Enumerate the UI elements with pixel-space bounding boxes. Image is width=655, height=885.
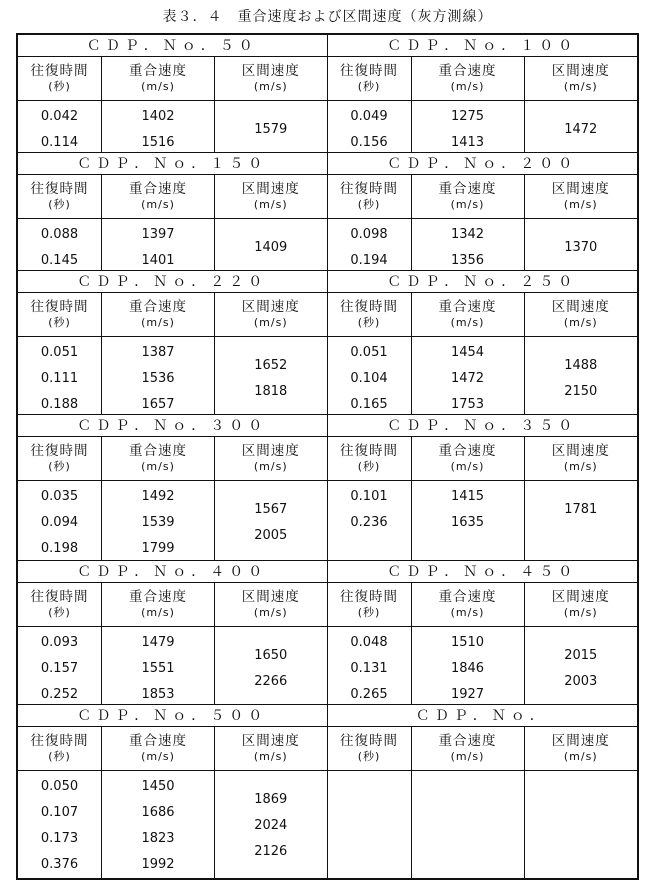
interval-velocity-header-unit: (m/s) (563, 197, 598, 211)
cdp-block-100 (328, 35, 638, 153)
time-header-label: 往復時間 (340, 442, 398, 459)
interval-velocity-value: 1409 (254, 240, 288, 255)
data-body (18, 337, 327, 415)
stack-velocity-value: 1657 (141, 397, 175, 412)
stack-velocity-value: 1551 (141, 661, 175, 676)
stack-velocity-header-label: 重合速度 (129, 298, 187, 315)
interval-velocity-header-label: 区間速度 (241, 732, 300, 749)
stack-velocity-column (412, 337, 525, 415)
interval-velocity-value: 1869 (254, 792, 288, 807)
stack-velocity-value: 1539 (141, 515, 175, 530)
stack-velocity-header-unit: (m/s) (450, 605, 485, 619)
time-value: 0.194 (350, 253, 388, 268)
interval-velocity-value: 1781 (564, 502, 598, 517)
stack-velocity-column (412, 771, 525, 878)
time-value: 0.265 (350, 687, 388, 702)
interval-velocity-header-label: 区間速度 (551, 732, 610, 749)
data-body (18, 219, 327, 271)
time-header (328, 727, 412, 770)
interval-velocity-header-unit: (m/s) (253, 605, 288, 619)
stack-velocity-value: 1342 (450, 227, 485, 242)
column-header-row (18, 437, 327, 481)
interval-velocity-header-label: 区間速度 (241, 442, 300, 459)
stack-velocity-column (412, 481, 525, 561)
time-header-label: 往復時間 (340, 298, 398, 315)
column-header-row (328, 583, 638, 627)
cdp-label: ＣＤＰ．Ｎｏ．２２０ (18, 271, 327, 293)
stack-velocity-column (102, 771, 215, 878)
time-header-unit: (秒) (357, 197, 381, 211)
stack-velocity-header-unit: (m/s) (141, 605, 175, 619)
column-header-row (328, 437, 638, 481)
time-value: 0.156 (350, 135, 388, 150)
time-header-unit: (秒) (48, 197, 71, 211)
interval-velocity-value: 2005 (254, 528, 288, 543)
interval-velocity-value: 2015 (564, 648, 598, 663)
stack-velocity-value: 1992 (141, 857, 175, 872)
data-body (328, 627, 638, 705)
stack-velocity-header (102, 293, 215, 336)
stack-velocity-value: 1753 (450, 397, 485, 412)
time-column (18, 219, 102, 271)
interval-velocity-header-unit: (m/s) (563, 79, 598, 93)
interval-velocity-value: 2266 (254, 674, 288, 689)
time-header-label: 往復時間 (30, 62, 89, 79)
interval-velocity-header-unit: (m/s) (253, 79, 288, 93)
stack-velocity-header-label: 重合速度 (129, 442, 187, 459)
time-value: 0.049 (350, 109, 388, 124)
time-value: 0.376 (40, 857, 79, 872)
stack-velocity-header-unit: (m/s) (450, 459, 485, 473)
interval-velocity-column (525, 481, 638, 561)
stack-velocity-header (412, 437, 525, 480)
time-column (328, 771, 412, 878)
stack-velocity-value: 1275 (450, 109, 485, 124)
column-header-row (328, 727, 638, 771)
time-value: 0.101 (350, 489, 388, 504)
stack-velocity-value: 1823 (141, 831, 175, 846)
column-header-row (18, 57, 327, 101)
stack-velocity-header-label: 重合速度 (129, 62, 187, 79)
time-header (18, 175, 102, 218)
interval-velocity-header-label: 区間速度 (241, 588, 300, 605)
stack-velocity-value: 1853 (141, 687, 175, 702)
stack-velocity-header-unit: (m/s) (141, 197, 175, 211)
interval-velocity-value: 1488 (564, 358, 598, 373)
interval-velocity-header-label: 区間速度 (241, 298, 300, 315)
time-value: 0.114 (40, 135, 79, 150)
interval-velocity-column (215, 219, 327, 271)
stack-velocity-header-unit: (m/s) (141, 459, 175, 473)
stack-velocity-value: 1387 (141, 345, 175, 360)
time-header-label: 往復時間 (30, 732, 89, 749)
time-column (18, 101, 102, 153)
stack-velocity-header-unit: (m/s) (141, 749, 175, 763)
time-value: 0.131 (350, 661, 388, 676)
stack-velocity-value: 1397 (141, 227, 175, 242)
cdp-block-250 (328, 271, 638, 415)
stack-velocity-value: 1415 (450, 489, 485, 504)
interval-velocity-column (525, 219, 638, 271)
time-value: 0.042 (40, 109, 79, 124)
stack-velocity-header (102, 57, 215, 100)
time-column (328, 101, 412, 153)
stack-velocity-header-label: 重合速度 (438, 442, 497, 459)
cdp-block-400 (18, 561, 327, 705)
time-header-unit: (秒) (48, 79, 71, 93)
time-value: 0.051 (40, 345, 79, 360)
time-header (18, 727, 102, 770)
column-header-row (18, 583, 327, 627)
time-header-label: 往復時間 (340, 588, 398, 605)
time-header-unit: (秒) (48, 315, 71, 329)
time-header (328, 437, 412, 480)
time-header-label: 往復時間 (340, 62, 398, 79)
cdp-label: ＣＤＰ．Ｎｏ．２５０ (328, 271, 638, 293)
interval-velocity-column (525, 101, 638, 153)
time-column (18, 481, 102, 561)
time-header (328, 175, 412, 218)
time-value: 0.104 (350, 371, 388, 386)
interval-velocity-header-label: 区間速度 (241, 62, 300, 79)
stack-velocity-value: 1454 (450, 345, 485, 360)
stack-velocity-header-unit: (m/s) (450, 197, 485, 211)
interval-velocity-column (525, 337, 638, 415)
stack-velocity-header-unit: (m/s) (450, 79, 485, 93)
time-value: 0.145 (40, 253, 79, 268)
stack-velocity-value: 1510 (450, 635, 485, 650)
interval-velocity-value: 1579 (254, 122, 288, 137)
stack-velocity-header (412, 583, 525, 626)
cdp-label: ＣＤＰ．Ｎｏ．１５０ (18, 153, 327, 175)
stack-velocity-value: 1516 (141, 135, 175, 150)
time-value: 0.107 (40, 805, 79, 820)
stack-velocity-column (102, 219, 215, 271)
time-value: 0.188 (40, 397, 79, 412)
time-value: 0.098 (350, 227, 388, 242)
cdp-block-200 (328, 153, 638, 271)
stack-velocity-column (102, 101, 215, 153)
column-header-row (18, 293, 327, 337)
time-value: 0.048 (350, 635, 388, 650)
interval-velocity-value: 2024 (254, 818, 288, 833)
table-title: 表３．４ 重合速度および区間速度（灰方測線） (162, 9, 493, 25)
stack-velocity-header (102, 175, 215, 218)
stack-velocity-value: 1450 (141, 779, 175, 794)
stack-velocity-header-label: 重合速度 (438, 588, 497, 605)
stack-velocity-header-label: 重合速度 (438, 62, 497, 79)
cdp-label: ＣＤＰ．Ｎｏ．３００ (18, 415, 327, 437)
column-header-row (328, 57, 638, 101)
time-header-unit: (秒) (357, 315, 381, 329)
stack-velocity-value: 1846 (450, 661, 485, 676)
data-body (18, 101, 327, 153)
column-header-row (328, 293, 638, 337)
data-body (18, 481, 327, 561)
interval-velocity-header-unit: (m/s) (563, 315, 598, 329)
interval-velocity-header-label: 区間速度 (551, 180, 610, 197)
data-body (18, 627, 327, 705)
interval-velocity-value: 1567 (254, 502, 288, 517)
left-column (18, 35, 328, 878)
stack-velocity-column (102, 481, 215, 561)
stack-velocity-value: 1402 (141, 109, 175, 124)
interval-velocity-column (525, 771, 638, 878)
stack-velocity-value: 1479 (141, 635, 175, 650)
cdp-label: ＣＤＰ．Ｎｏ．５００ (18, 705, 327, 727)
interval-velocity-column (215, 627, 327, 705)
stack-velocity-value: 1686 (141, 805, 175, 820)
time-value: 0.088 (40, 227, 79, 242)
stack-velocity-value: 1356 (450, 253, 485, 268)
interval-velocity-header-unit: (m/s) (253, 315, 288, 329)
stack-velocity-column (102, 337, 215, 415)
cdp-block-50 (18, 35, 327, 153)
interval-velocity-column (215, 481, 327, 561)
interval-velocity-header-unit: (m/s) (253, 197, 288, 211)
time-header (328, 583, 412, 626)
time-header (18, 583, 102, 626)
stack-velocity-value: 1536 (141, 371, 175, 386)
time-header-unit: (秒) (48, 749, 71, 763)
time-header-label: 往復時間 (340, 180, 398, 197)
cdp-label: ＣＤＰ．Ｎｏ．４５０ (328, 561, 638, 583)
interval-velocity-header-label: 区間速度 (551, 588, 610, 605)
time-value: 0.157 (40, 661, 79, 676)
cdp-label: ＣＤＰ．Ｎｏ．３５０ (328, 415, 638, 437)
stack-velocity-header (412, 727, 525, 770)
data-body (328, 219, 638, 271)
stack-velocity-column (102, 627, 215, 705)
time-column (18, 627, 102, 705)
stack-velocity-value: 1413 (450, 135, 485, 150)
time-column (328, 337, 412, 415)
column-header-row (328, 175, 638, 219)
data-body (328, 481, 638, 561)
interval-velocity-header-unit: (m/s) (563, 605, 598, 619)
stack-velocity-column (412, 627, 525, 705)
interval-velocity-header-unit: (m/s) (563, 459, 598, 473)
interval-velocity-header (525, 175, 638, 218)
stack-velocity-value: 1492 (141, 489, 175, 504)
cdp-block-empty (328, 705, 638, 878)
stack-velocity-header-label: 重合速度 (438, 732, 497, 749)
interval-velocity-header (525, 727, 638, 770)
right-column (328, 35, 638, 878)
interval-velocity-column (215, 101, 327, 153)
time-value: 0.198 (40, 541, 79, 556)
time-column (18, 771, 102, 878)
velocity-table (16, 33, 639, 880)
interval-velocity-value: 1472 (564, 122, 598, 137)
interval-velocity-header (525, 293, 638, 336)
interval-velocity-header-unit: (m/s) (253, 749, 288, 763)
time-header-unit: (秒) (357, 79, 381, 93)
stack-velocity-header-label: 重合速度 (438, 180, 497, 197)
stack-velocity-value: 1401 (141, 253, 175, 268)
stack-velocity-column (412, 219, 525, 271)
interval-velocity-value: 1652 (254, 358, 288, 373)
interval-velocity-header (215, 437, 327, 480)
time-header-label: 往復時間 (30, 180, 89, 197)
data-body (328, 337, 638, 415)
time-header (18, 57, 102, 100)
stack-velocity-header-label: 重合速度 (438, 298, 497, 315)
stack-velocity-header (102, 437, 215, 480)
interval-velocity-header (215, 583, 327, 626)
time-value: 0.093 (40, 635, 79, 650)
cdp-block-500 (18, 705, 327, 878)
time-header-unit: (秒) (48, 605, 71, 619)
time-column (328, 219, 412, 271)
time-value: 0.236 (350, 515, 388, 530)
cdp-block-150 (18, 153, 327, 271)
stack-velocity-header (412, 57, 525, 100)
time-header-label: 往復時間 (30, 442, 89, 459)
interval-velocity-header (215, 175, 327, 218)
cdp-block-300 (18, 415, 327, 561)
stack-velocity-value: 1635 (450, 515, 485, 530)
time-column (328, 481, 412, 561)
time-header-unit: (秒) (357, 605, 381, 619)
stack-velocity-header (412, 293, 525, 336)
time-header (18, 293, 102, 336)
cdp-block-220 (18, 271, 327, 415)
interval-velocity-value: 2150 (564, 384, 598, 399)
time-value: 0.035 (40, 489, 79, 504)
interval-velocity-value: 2126 (254, 844, 288, 859)
interval-velocity-header (525, 583, 638, 626)
stack-velocity-header-label: 重合速度 (129, 588, 187, 605)
interval-velocity-value: 1370 (564, 240, 598, 255)
time-header (18, 437, 102, 480)
time-column (18, 337, 102, 415)
stack-velocity-column (412, 101, 525, 153)
stack-velocity-header (412, 175, 525, 218)
cdp-block-450 (328, 561, 638, 705)
stack-velocity-value: 1927 (450, 687, 485, 702)
interval-velocity-column (215, 337, 327, 415)
time-header (328, 293, 412, 336)
time-header-unit: (秒) (48, 459, 71, 473)
interval-velocity-header-label: 区間速度 (551, 298, 610, 315)
stack-velocity-header-unit: (m/s) (141, 79, 175, 93)
time-header (328, 57, 412, 100)
interval-velocity-header-label: 区間速度 (551, 62, 610, 79)
data-body (328, 101, 638, 153)
data-body (18, 771, 327, 878)
time-header-label: 往復時間 (30, 298, 89, 315)
interval-velocity-value: 1650 (254, 648, 288, 663)
time-header-unit: (秒) (357, 459, 381, 473)
interval-velocity-header-unit: (m/s) (253, 459, 288, 473)
stack-velocity-value: 1799 (141, 541, 175, 556)
time-value: 0.165 (350, 397, 388, 412)
interval-velocity-header-label: 区間速度 (241, 180, 300, 197)
interval-velocity-header-unit: (m/s) (563, 749, 598, 763)
stack-velocity-header-unit: (m/s) (141, 315, 175, 329)
cdp-label: ＣＤＰ．Ｎｏ．２００ (328, 153, 638, 175)
time-value: 0.111 (40, 371, 79, 386)
cdp-label: ＣＤＰ．Ｎｏ．５０ (18, 35, 327, 57)
interval-velocity-header (215, 293, 327, 336)
cdp-label: ＣＤＰ．Ｎｏ．４００ (18, 561, 327, 583)
time-value: 0.051 (350, 345, 388, 360)
time-header-label: 往復時間 (30, 588, 89, 605)
interval-velocity-header (215, 727, 327, 770)
time-header-label: 往復時間 (340, 732, 398, 749)
interval-velocity-header (215, 57, 327, 100)
stack-velocity-header-label: 重合速度 (129, 732, 187, 749)
data-body (328, 771, 638, 878)
cdp-label: ＣＤＰ．Ｎｏ． (328, 705, 638, 727)
time-value: 0.050 (40, 779, 79, 794)
time-column (328, 627, 412, 705)
stack-velocity-header (102, 727, 215, 770)
interval-velocity-column (525, 627, 638, 705)
interval-velocity-column (215, 771, 327, 878)
cdp-block-350 (328, 415, 638, 561)
time-header-unit: (秒) (357, 749, 381, 763)
stack-velocity-header (102, 583, 215, 626)
column-header-row (18, 175, 327, 219)
stack-velocity-header-unit: (m/s) (450, 315, 485, 329)
interval-velocity-header-label: 区間速度 (551, 442, 610, 459)
interval-velocity-value: 1818 (254, 384, 288, 399)
interval-velocity-header (525, 57, 638, 100)
column-header-row (18, 727, 327, 771)
interval-velocity-value: 2003 (564, 674, 598, 689)
stack-velocity-header-label: 重合速度 (129, 180, 187, 197)
time-value: 0.173 (40, 831, 79, 846)
time-value: 0.094 (40, 515, 79, 530)
stack-velocity-header-unit: (m/s) (450, 749, 485, 763)
stack-velocity-value: 1472 (450, 371, 485, 386)
time-value: 0.252 (40, 687, 79, 702)
interval-velocity-header (525, 437, 638, 480)
cdp-label: ＣＤＰ．Ｎｏ．１００ (328, 35, 638, 57)
